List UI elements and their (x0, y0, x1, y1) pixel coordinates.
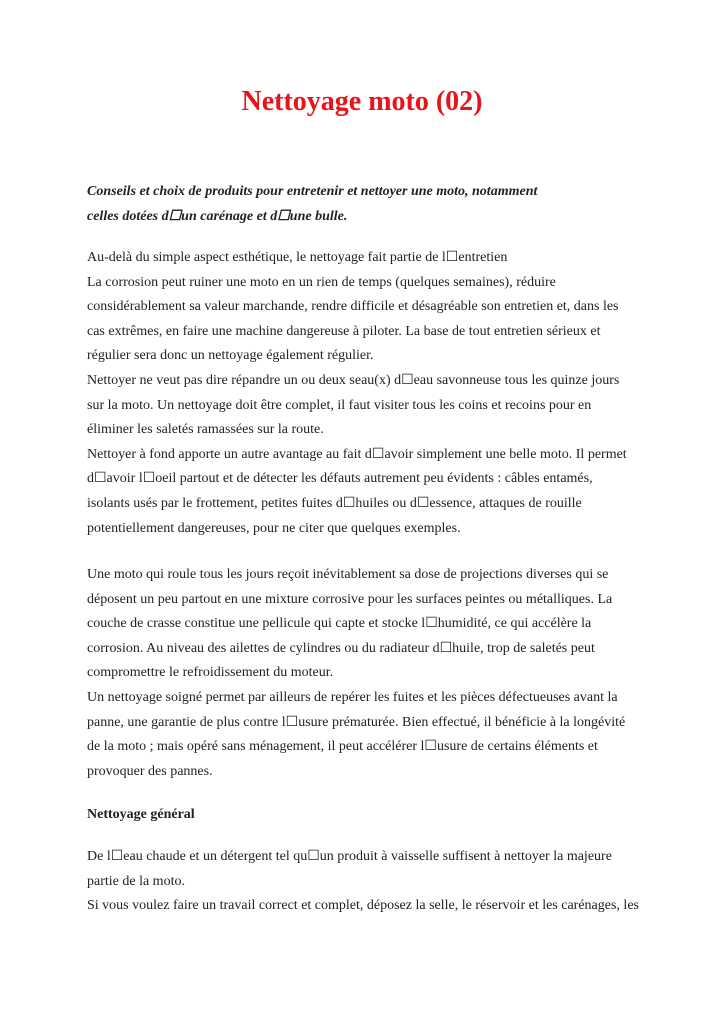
text-line: déposent un peu partout en une mixture corrosive pour les surfaces peintes ou métalliques. La (87, 591, 613, 607)
text-line: éliminer les saletés ramassées sur la route. (87, 422, 324, 438)
text-line: partie de la moto. (87, 873, 185, 889)
section-heading (87, 803, 647, 828)
text-line: couche de crasse constitue une pellicule qui capte et stocke l☐humidité, ce qui accélère la (87, 616, 592, 632)
text-line: régulier sera donc un nettoyage également régulier. (87, 348, 374, 364)
text-line: Une moto qui roule tous les jours reçoit inévitablement sa dose de projections diverses qui se (87, 567, 609, 582)
text-line: compromettre le refroidissement du moteur. (87, 665, 334, 681)
text-line: De l☐eau chaude et un détergent tel qu☐un produit à vaisselle suffisent à nettoyer la majeure (87, 849, 612, 864)
body-paragraph-2 (87, 563, 647, 784)
text-line: Nettoyer ne veut pas dire répandre un ou deux seau(x) d☐eau savonneuse tous les quinze jours (87, 372, 620, 388)
text-line: isolants usés par le frottement, petites fuites d☐huiles ou d☐essence, attaques de rouille (87, 495, 582, 511)
text-line: La corrosion peut ruiner une moto en un rien de temps (quelques semaines), réduire (87, 274, 556, 290)
text-line: Nettoyer à fond apporte un autre avantage au fait d☐avoir simplement une belle moto. Il permet (87, 446, 627, 462)
text-line: corrosion. Au niveau des ailettes de cylindres ou du radiateur d☐huile, trop de saletés peut (87, 640, 595, 656)
lead-paragraph (87, 180, 647, 229)
text-line: cas extrêmes, en faire une machine dangereuse à piloter. La base de tout entretien sérieux et (87, 323, 601, 339)
section-heading-text: Nettoyage général (87, 807, 195, 822)
body-paragraph-1 (87, 246, 647, 541)
text-line: considérablement sa valeur marchande, rendre difficile et désagréable son entretien et, dans les (87, 299, 619, 315)
text-line: potentiellement dangereuses, pour ne citer que quelques exemples. (87, 520, 461, 536)
text-line: Au-delà du simple aspect esthétique, le nettoyage fait partie de l☐entretien (87, 250, 508, 265)
text-line: d☐avoir l☐oeil partout et de détecter les défauts autrement peu évidents : câbles entamés, (87, 471, 593, 487)
lead-line: celles dotées d☐un carénage et d☐une bulle. (87, 208, 348, 224)
text-line: sur la moto. Un nettoyage doit être complet, il faut visiter tous les coins et recoins pour en (87, 397, 592, 413)
text-line: Si vous voulez faire un travail correct et complet, déposez la selle, le réservoir et les carénages, les (87, 898, 639, 914)
lead-line: Conseils et choix de produits pour entretenir et nettoyer une moto, notamment (87, 184, 538, 199)
body-paragraph-3 (87, 845, 647, 919)
text-line: Un nettoyage soigné permet par ailleurs de repérer les fuites et les pièces défectueuses avant la (87, 689, 618, 705)
text-line: panne, une garantie de plus contre l☐usure prématurée. Bien effectué, il bénéficie à la longévité (87, 714, 626, 730)
text-line: de la moto ; mais opéré sans ménagement, il peut accélérer l☐usure de certains éléments et (87, 739, 598, 755)
page-title: Nettoyage moto (02) (241, 86, 483, 117)
text-line: provoquer des pannes. (87, 763, 213, 779)
